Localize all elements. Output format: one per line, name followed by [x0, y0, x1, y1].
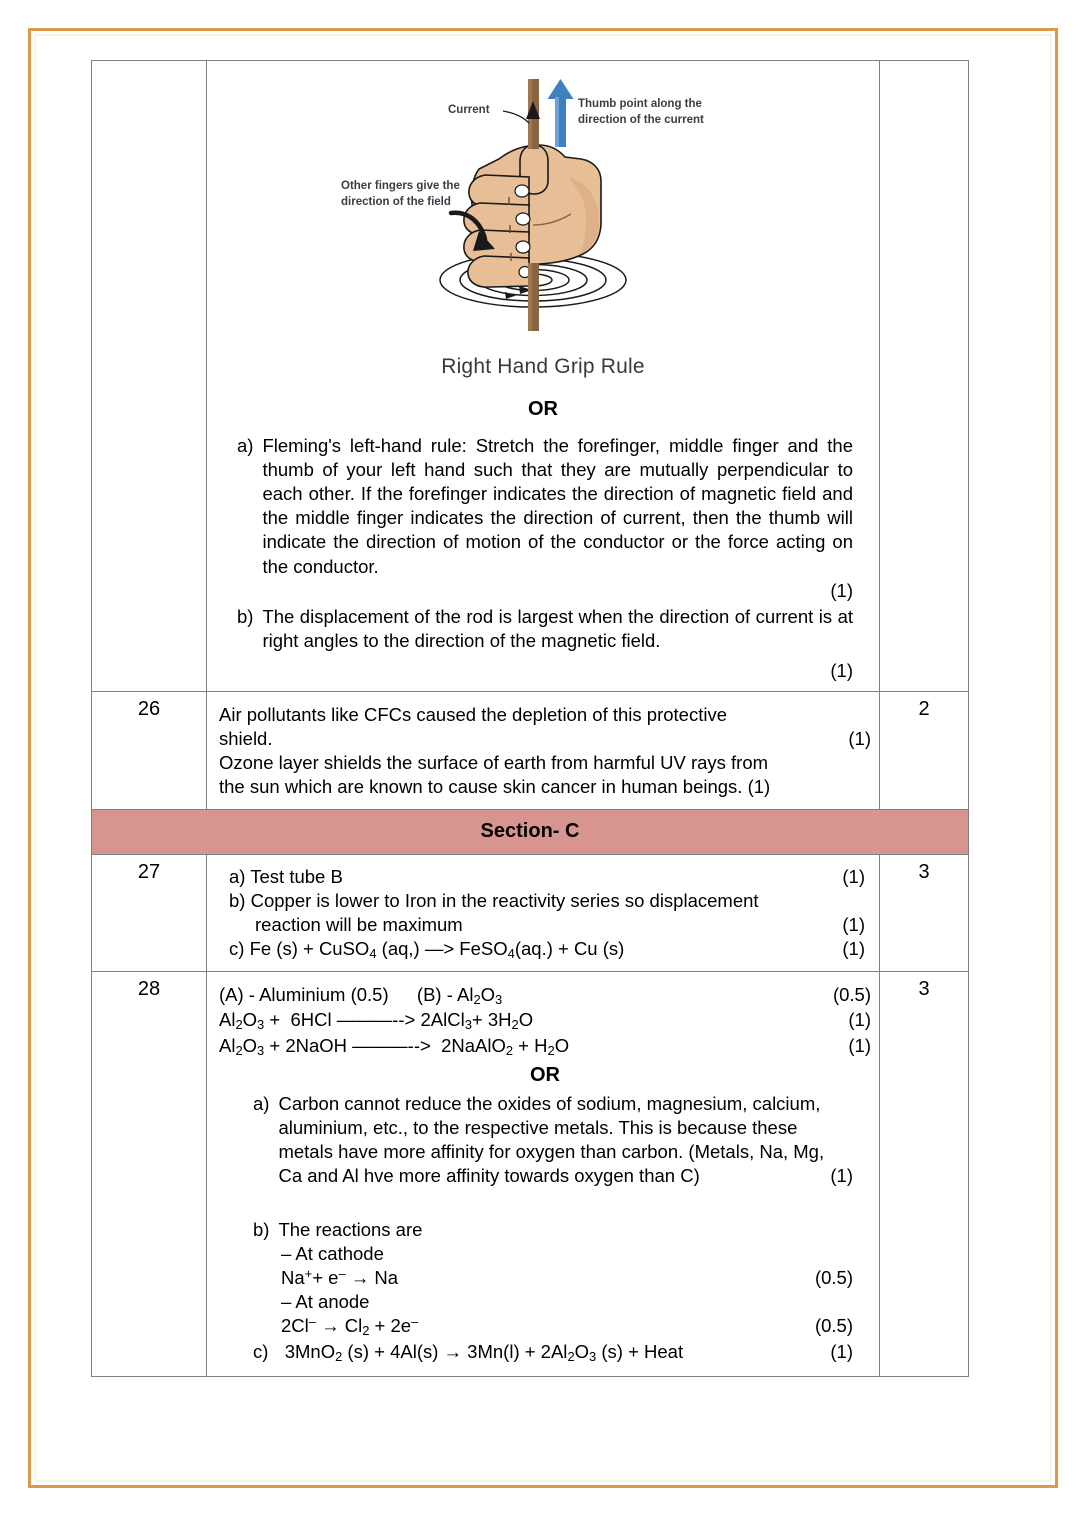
answer-item-text: The displacement of the rod is largest when the direction of current is at right angles to the direction of the magnetic field.	[262, 605, 853, 651]
answer-item-mark: (1)	[830, 1340, 853, 1362]
answer-item-label: c)	[229, 938, 245, 960]
or-separator: OR	[528, 398, 558, 421]
diagram-caption: Right Hand Grip Rule	[441, 355, 645, 378]
table-row	[92, 61, 969, 692]
question-number: 27	[137, 860, 161, 883]
question-number: 28	[137, 977, 161, 1000]
marks-value	[880, 61, 968, 67]
answer-line-text: shield.	[219, 727, 273, 749]
question-number-cell	[92, 971, 207, 1376]
answer-item-body: Copper is lower to Iron in the reactivity series so displacement	[250, 890, 759, 911]
answer-line	[219, 1034, 871, 1060]
marks-cell	[880, 971, 969, 1376]
answer-b-mark: (0.5)	[832, 983, 871, 1005]
answer-item-body: Test tube B	[250, 865, 343, 887]
cathode-equation-line	[281, 1266, 855, 1290]
answer-a-label: (A) - Aluminium (0.5)	[219, 983, 389, 1005]
answer-body-cell	[207, 61, 880, 692]
chemical-equation: $Al_2O_3 + 6HCl$ ———--> 2AlCl$_3$+ $3H_2O$	[219, 1009, 534, 1033]
label-fingers-line2: direction of the field	[341, 196, 451, 208]
section-header-row	[92, 809, 969, 854]
answer-line	[219, 727, 871, 751]
electrode-reactions	[253, 1242, 855, 1340]
question-number	[92, 61, 206, 67]
or-separator: OR	[530, 1063, 560, 1086]
answer-item	[253, 1092, 855, 1188]
answer-body-cell	[207, 691, 880, 809]
anode-label: – At anode	[281, 1291, 370, 1313]
table-row	[92, 971, 969, 1376]
answer-b-label: $(B) - Al_2O_3$	[416, 983, 503, 1007]
label-current: Current	[448, 104, 490, 116]
answer-line	[219, 703, 871, 727]
answer-item-text: Carbon cannot reduce the oxides of sodium, magnesium, calcium, aluminium, etc., to the respective metals. This is because these metals have more affinity for oxygen than carbon. (Metals, Na, Mg, Ca and Al hve more affinity towards oxygen than C)	[278, 1092, 825, 1186]
answer-item-mark: (1)	[842, 938, 865, 960]
current-leader-line	[503, 111, 529, 123]
label-thumb-line2: direction of the current	[578, 114, 704, 126]
question-number-cell	[92, 61, 207, 692]
anode-equation-line	[281, 1314, 855, 1340]
answer-key-table	[91, 60, 969, 1377]
equation-mark: (1)	[848, 1009, 871, 1031]
answer-item-label: a)	[253, 1092, 270, 1114]
answer-line-text	[219, 983, 825, 1009]
answer-item	[229, 937, 865, 963]
section-header-label: Section- C	[92, 809, 969, 854]
chemical-equation: Na++ e– → Na	[281, 1266, 399, 1289]
answer-line	[219, 1008, 871, 1034]
chemical-equation: $2Cl^- \to Cl_2 + 2e^-$	[281, 1314, 419, 1339]
answer-item	[237, 434, 853, 578]
label-fingers-line1: Other fingers give the	[341, 180, 460, 192]
answer-item-text	[229, 937, 819, 963]
marks-value: 2	[918, 697, 930, 720]
marks-value: 3	[918, 977, 930, 1000]
answer-item	[253, 1218, 855, 1242]
answer-line	[219, 751, 871, 775]
thumb-direction-arrow	[548, 79, 574, 147]
anode-mark: (0.5)	[814, 1315, 853, 1337]
answer-line	[219, 983, 871, 1009]
answer-item-mark: (1)	[830, 579, 853, 601]
label-thumb-line1: Thumb point along the	[578, 98, 702, 110]
answer-item-body-cont: reaction will be maximum	[255, 914, 463, 936]
cathode-mark: (0.5)	[814, 1267, 853, 1289]
answer-line-text: the sun which are known to cause skin cancer in human beings. (1)	[219, 775, 771, 797]
question-number: 26	[137, 697, 161, 720]
answer-item-label: a)	[237, 435, 254, 457]
chemical-equation: $Al_2O_3$ + 2NaOH ———--> 2NaAlO$_2$ + $H_2O$	[219, 1035, 570, 1058]
answer-item-label: b)	[229, 890, 246, 911]
answer-item	[237, 605, 853, 653]
answer-body-cell	[207, 854, 880, 971]
chemical-equation: Fe (s) + CuSO$_4$ (aq,) —> FeSO$_4$(aq.) + Cu (s)	[249, 938, 625, 961]
question-number-cell	[92, 691, 207, 809]
answer-item-mark: (1)	[842, 865, 865, 887]
answer-item-text	[229, 865, 819, 889]
answer-line-mark: (1)	[848, 727, 871, 749]
equation-mark: (1)	[848, 1035, 871, 1057]
cathode-label: – At cathode	[281, 1243, 384, 1265]
marks-value: 3	[918, 860, 930, 883]
answer-item-text: Fleming's left-hand rule: Stretch the forefinger, middle finger and the thumb of your left hand such that they are mutually perpendicular to each other. If the forefinger indicates the direction of magnetic field and the middle finger indicates the direction of current, then the thumb will indicate the direction of motion of the conductor or the force acting on the conductor.	[262, 435, 853, 577]
question-number-cell	[92, 854, 207, 971]
answer-item-label: c)	[253, 1340, 269, 1362]
answer-body-cell	[207, 971, 880, 1376]
table-row	[92, 691, 969, 809]
answer-item-label: b)	[237, 605, 254, 627]
answer-item-line	[229, 889, 865, 913]
answer-line	[219, 775, 871, 799]
right-hand-grip-rule-diagram	[333, 73, 753, 351]
answer-item	[229, 889, 865, 937]
marks-cell	[880, 61, 969, 692]
answer-item	[253, 1340, 855, 1366]
marks-cell	[880, 854, 969, 971]
answer-item	[229, 865, 865, 889]
answer-item-line	[229, 913, 865, 937]
answer-item-mark: (1)	[830, 659, 853, 681]
answer-item-text: The reactions are	[278, 1219, 423, 1241]
answer-item-label: b)	[253, 1219, 270, 1241]
table-row	[92, 854, 969, 971]
answer-item-label: a)	[229, 865, 246, 887]
chemical-equation: 3MnO$_2$ $(s) + 4Al(s) \to 3Mn(l) + 2Al_2O_3$ (s) + Heat	[284, 1340, 684, 1364]
answer-item-mark: (1)	[842, 914, 865, 936]
answer-item-text	[253, 1340, 807, 1366]
answer-line-text: Air pollutants like CFCs caused the depletion of this protective	[219, 703, 727, 725]
answer-item-mark: (1)	[830, 1164, 853, 1186]
answer-line-text: Ozone layer shields the surface of earth from harmful UV rays from	[219, 751, 769, 773]
marks-cell	[880, 691, 969, 809]
